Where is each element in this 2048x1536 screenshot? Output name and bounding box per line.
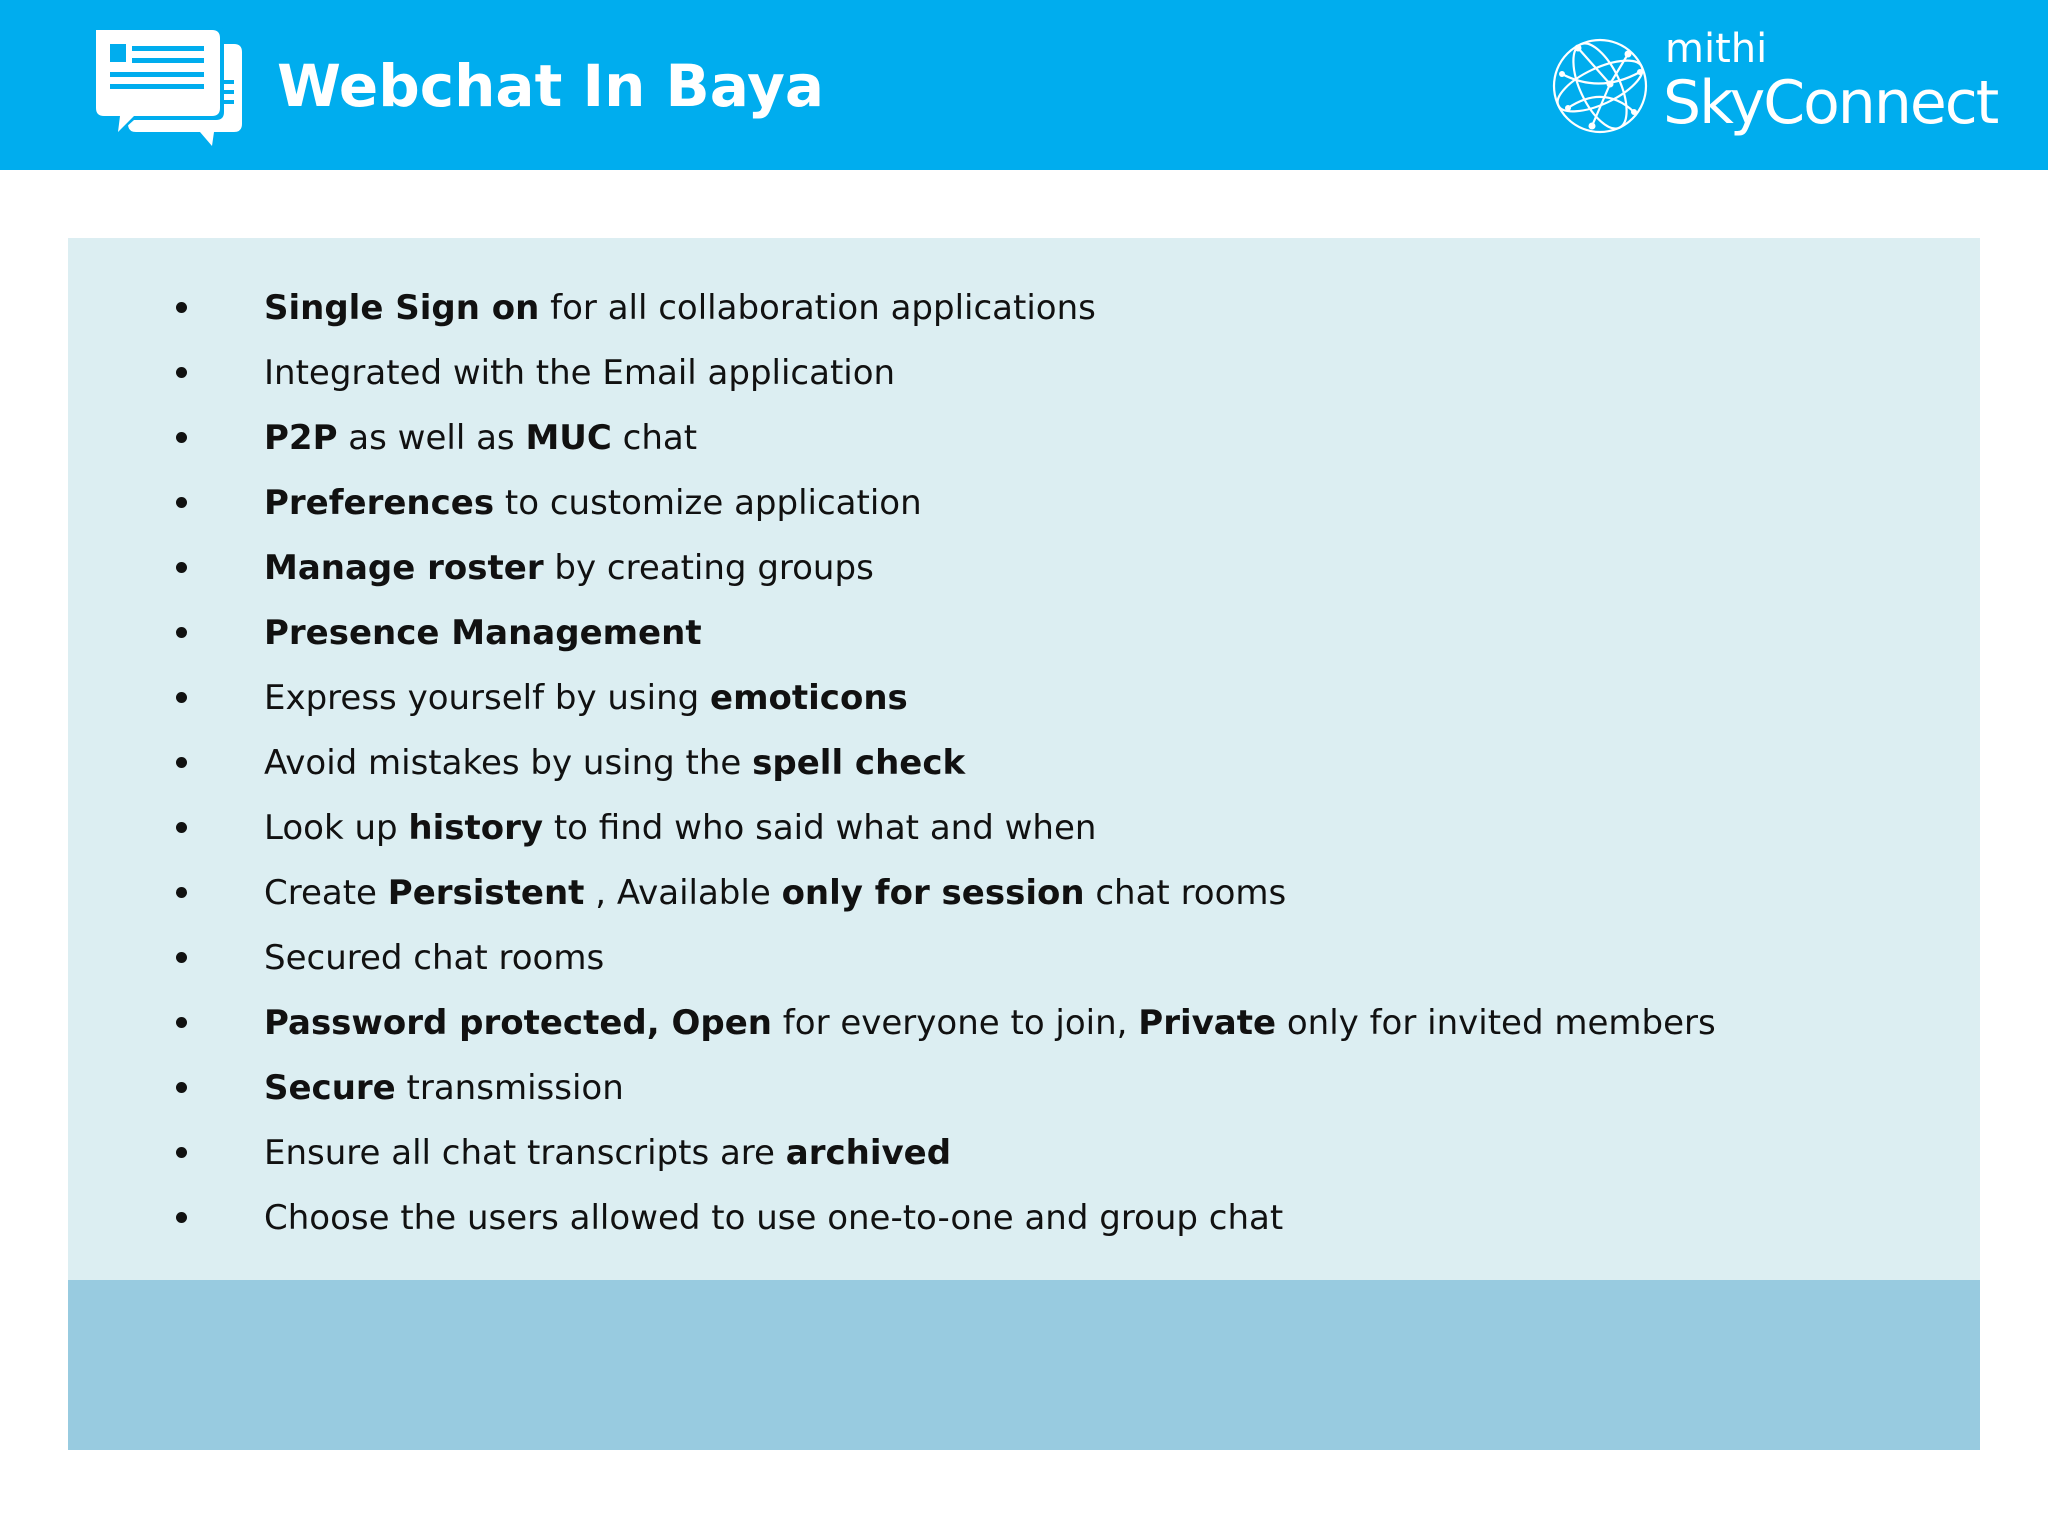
bullet-text-bold: emoticons — [710, 678, 908, 718]
bullet-text — [264, 798, 1096, 858]
bullet-text — [264, 1188, 1283, 1248]
chat-bubbles-icon — [88, 22, 244, 150]
bullet-dot-icon — [176, 497, 187, 508]
bullet-text-regular: Create — [264, 873, 388, 913]
bullet-text-bold: Preferences — [264, 483, 495, 523]
content-panel — [68, 238, 1980, 1280]
bullet-text — [264, 993, 1716, 1053]
bullet-dot-icon — [176, 1147, 187, 1158]
bullet-text — [264, 928, 604, 988]
bullet-text-regular: for all collaboration applications — [539, 288, 1096, 328]
bullet-text-regular: for everyone to join, — [771, 1003, 1139, 1043]
bullet-text — [264, 408, 697, 468]
globe-network-icon — [1548, 34, 1652, 138]
bullet-dot-icon — [176, 1082, 187, 1093]
bullet-text-bold: history — [408, 808, 544, 848]
bullet-text — [264, 473, 922, 533]
bullet-text-bold: spell check — [752, 743, 966, 783]
bullet-text-bold: Secure — [264, 1068, 396, 1108]
bullet-text-bold: Persistent — [387, 873, 585, 913]
bullet-text-regular: , Available — [584, 873, 782, 913]
bullet-dot-icon — [176, 562, 187, 573]
bullet-text — [264, 733, 965, 793]
logo-brand-bottom: SkyConnect — [1663, 68, 1998, 138]
bullet-dot-icon — [176, 367, 187, 378]
bullet-text-regular: as well as — [337, 418, 526, 458]
bullet-text-bold: archived — [785, 1133, 952, 1173]
bullet-text-regular: Express yourself by using — [264, 678, 711, 718]
bullet-text — [264, 863, 1286, 923]
bullet-text-regular: Ensure all chat transcripts are — [264, 1133, 786, 1173]
bullet-text-regular: chat — [611, 418, 698, 458]
bullet-text-bold: MUC — [525, 418, 612, 458]
bullet-text-bold: Private — [1138, 1003, 1277, 1043]
bullet-text-regular: Secured chat rooms — [264, 938, 605, 978]
bullet-text-regular: only for invited members — [1276, 1003, 1716, 1043]
bullet-text-regular: to find who said what and when — [543, 808, 1097, 848]
bullet-text-regular: by creating groups — [543, 548, 874, 588]
bullet-text-regular: transmission — [395, 1068, 624, 1108]
bullet-dot-icon — [176, 1017, 187, 1028]
bullet-text-regular: Avoid mistakes by using the — [264, 743, 753, 783]
bullet-text — [264, 603, 702, 663]
bullet-text-bold: Single Sign on — [264, 288, 540, 328]
bullet-text-regular: to customize application — [494, 483, 922, 523]
brand-logo — [1548, 26, 2008, 146]
bullet-dot-icon — [176, 1212, 187, 1223]
bullet-text-bold: Password protected, Open — [264, 1003, 772, 1043]
bullet-dot-icon — [176, 822, 187, 833]
bullet-text-regular: chat rooms — [1084, 873, 1287, 913]
bullet-dot-icon — [176, 627, 187, 638]
bullet-text-regular: Look up — [264, 808, 409, 848]
footer-band — [68, 1280, 1980, 1450]
bullet-dot-icon — [176, 887, 187, 898]
bullet-dot-icon — [176, 302, 187, 313]
bullet-text-bold: Presence Management — [264, 613, 702, 653]
bullet-text-bold: P2P — [264, 418, 338, 458]
header-bar — [0, 0, 2048, 170]
bullet-dot-icon — [176, 952, 187, 963]
bullet-dot-icon — [176, 757, 187, 768]
bullet-text — [264, 668, 908, 728]
bullet-text-regular: Integrated with the Email application — [264, 353, 896, 393]
page-title: Webchat In Baya — [277, 52, 825, 120]
bullet-text — [264, 278, 1096, 338]
bullet-dot-icon — [176, 432, 187, 443]
bullet-text — [264, 1123, 951, 1183]
bullet-text-bold: Manage roster — [264, 548, 544, 588]
logo-brand-top: mithi — [1665, 26, 1768, 72]
bullet-dot-icon — [176, 692, 187, 703]
bullet-text-regular: Choose the users allowed to use one-to-one and group chat — [264, 1198, 1284, 1238]
bullet-text — [264, 343, 895, 403]
bullet-text — [264, 538, 874, 598]
bullet-text — [264, 1058, 624, 1118]
bullet-text-bold: only for session — [781, 873, 1085, 913]
